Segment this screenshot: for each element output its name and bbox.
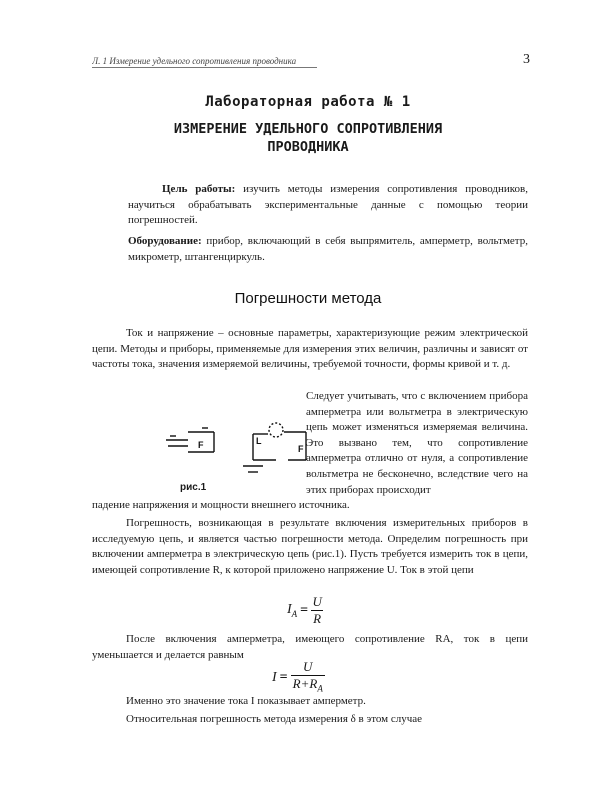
formula2-lhs: I bbox=[272, 669, 277, 685]
goal-text: изучить методы измерения сопротивления проводников, научиться обрабатывать экспериментальные данные с помощью теории погрешностей. bbox=[128, 183, 528, 227]
formula1-numerator: U bbox=[312, 594, 322, 609]
equipment-text: прибор, включающий в себя выпрямитель, амперметр, вольтметр, микрометр, штангенциркуль. bbox=[128, 235, 528, 263]
left-label: F bbox=[198, 440, 204, 450]
meter-symbol bbox=[269, 423, 283, 437]
formula1-denominator: R bbox=[313, 611, 322, 626]
load-label: L bbox=[256, 436, 262, 446]
goal-label: Цель работы: bbox=[162, 183, 236, 195]
goal-paragraph bbox=[128, 182, 528, 229]
right-label: F bbox=[298, 444, 304, 454]
formula2-fraction bbox=[291, 659, 325, 697]
equipment-label: Оборудование: bbox=[128, 235, 202, 247]
main-heading bbox=[0, 120, 616, 156]
formula2-equals: = bbox=[279, 669, 288, 685]
body-paragraph-1: Ток и напряжение – основные параметры, характеризующие режим электрической цепи. Методы и приборы, применяемые для измерения этих величин, различны и зависят от частоты тока, значения измеряемой величины, требуемой точности, формы кривой и т. д. bbox=[92, 327, 528, 371]
body-paragraph-5: Именно это значение тока I показывает амперметр. bbox=[126, 695, 366, 707]
formula2-numerator: U bbox=[303, 659, 313, 674]
formula1-lhs: $I_A$ bbox=[287, 602, 298, 619]
body-paragraph-2: Следует учитывать, что с включением прибора амперметра или вольтметра в электрическую цепь может изменяться измеряемая величина. Это вызвано тем, что сопротивление амперметра отлично от нуля, а сопротивление вольтметра не бесконечно, вследствие чего на этих приборах происходит bbox=[306, 390, 528, 496]
formula1-fraction bbox=[311, 594, 323, 627]
formula-current-ideal bbox=[287, 594, 323, 627]
formula-current-with-ammeter bbox=[272, 659, 325, 697]
section-heading: Погрешности метода bbox=[234, 290, 382, 307]
formula2-denominator: $R+R_A$ bbox=[291, 675, 325, 697]
body-paragraph-4: После включения амперметра, имеющего сопротивление RA, ток в цепи уменьшается и делается равным bbox=[92, 633, 528, 661]
body-paragraph-6: Относительная погрешность метода измерения δ в этом случае bbox=[126, 713, 423, 725]
body-paragraph-3: Погрешность, возникающая в результате включения измерительных приборов в исследуемую цепь, и является частью погрешности метода. Определим погрешность при включении амперметра в электрическую цепь (рис.1). Пусть требуется измерить ток в цепи, имеющей сопротивление R, к которой приложено напряжение U. Ток в этой цепи bbox=[92, 517, 528, 576]
page-number: 3 bbox=[523, 52, 530, 67]
circuit-diagram bbox=[158, 410, 318, 482]
lab-title: Лабораторная работа № 1 bbox=[205, 94, 411, 110]
figure-label: рис.1 bbox=[180, 482, 207, 493]
body-paragraph-2-end: падение напряжения и мощности внешнего источника. bbox=[92, 499, 350, 511]
running-header: Л. 1 Измерение удельного сопротивления проводника bbox=[92, 56, 317, 68]
formula1-equals: = bbox=[300, 602, 309, 618]
equipment-paragraph bbox=[128, 234, 528, 265]
main-heading-line-2: ПРОВОДНИКА bbox=[267, 139, 349, 155]
main-heading-line-1: ИЗМЕРЕНИЕ УДЕЛЬНОГО СОПРОТИВЛЕНИЯ bbox=[173, 121, 443, 137]
